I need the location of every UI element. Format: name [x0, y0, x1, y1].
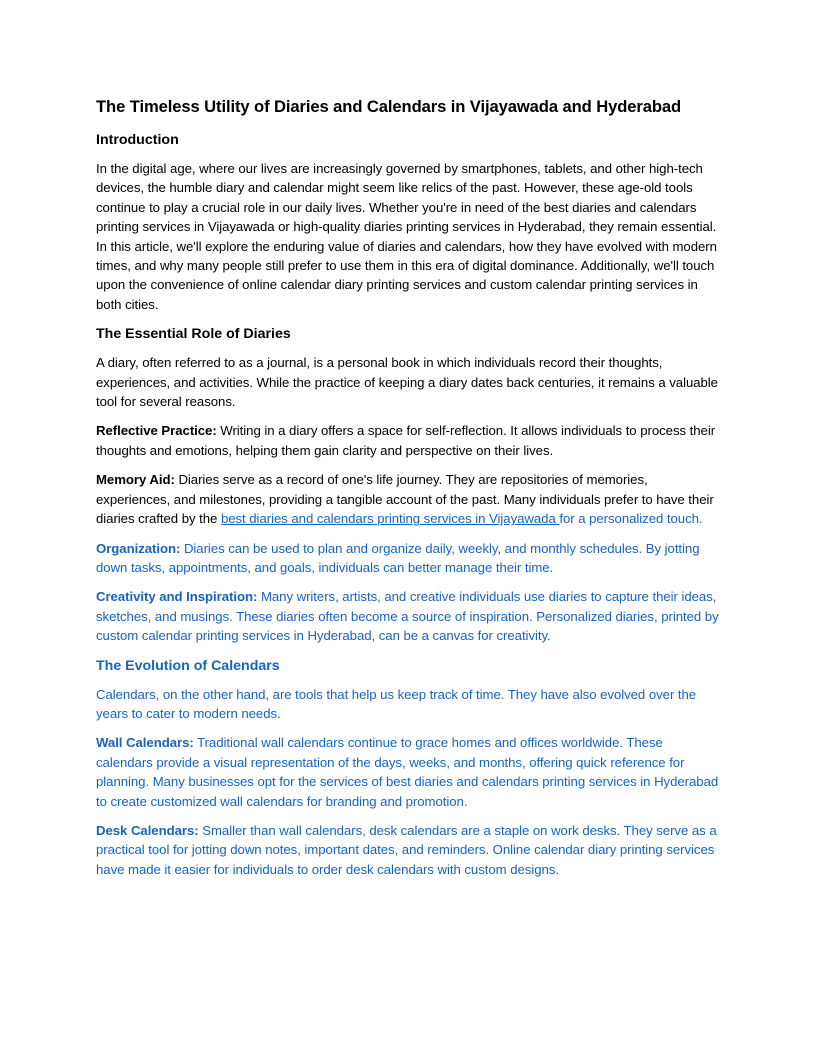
desk-calendars-paragraph: [96, 821, 720, 879]
wall-calendars-text: Traditional wall calendars continue to grace homes and offices worldwide. These calendars provide a visual representation of the days, weeks, and months, offering quick reference for planning. Many businesses opt for the services of best diaries and calendars printing services in Hyderabad to create customized wall calendars for branding and promotion.: [96, 735, 719, 809]
wall-calendars-label: Wall Calendars:: [96, 735, 194, 751]
organization-paragraph: [96, 539, 720, 578]
memory-aid-text: Diaries serve as a record of one's life journey. They are repositories of memories, experiences, and milestones, providing a tangible account of the past. Many individuals prefer to have their diaries crafted by the: [96, 472, 714, 527]
section-heading-diaries: The Essential Role of Diaries: [96, 326, 291, 343]
organization-text: Diaries can be used to plan and organize daily, weekly, and monthly schedules. By jotting down tasks, appointments, and goals, individuals can better manage their time.: [96, 540, 700, 575]
memory-aid-paragraph: [96, 470, 720, 528]
intro-paragraph: In the digital age, where our lives are increasingly governed by smartphones, tablets, and other high-tech devices, the humble diary and calendar might seem like relics of the past. However, these age-old tools continue to play a crucial role in our daily lives. Whether you're in need of the best diaries and calendars printing services in Vijayawada or high-quality diaries printing services in Hyderabad, they remain essential. In this article, we'll explore the enduring value of diaries and calendars, how they have evolved with modern times, and why many people still prefer to use them in this era of digital dominance. Additionally, we'll touch upon the convenience of online calendar diary printing services and custom calendar printing services in both cities.: [96, 161, 717, 312]
organization-label: Organization:: [96, 540, 181, 556]
section-heading-introduction: Introduction: [96, 132, 179, 148]
reflective-practice-paragraph: [96, 421, 720, 460]
memory-aid-label: Memory Aid:: [96, 472, 175, 488]
reflective-practice-label: Reflective Practice:: [96, 423, 217, 439]
document-title: The Timeless Utility of Diaries and Calendars in Vijayawada and Hyderabad: [96, 97, 682, 116]
vijayawada-printing-link[interactable]: best diaries and calendars printing services in Vijayawada: [220, 511, 560, 527]
creativity-text: Many writers, artists, and creative individuals use diaries to capture their ideas, sketches, and musings. These diaries often become a source of inspiration. Personalized diaries, printed by custom calendar printing services in Hyderabad, can be a canvas for creativity.: [96, 589, 719, 644]
calendars-paragraph: Calendars, on the other hand, are tools that help us keep track of time. They have also evolved over the years to cater to modern needs.: [96, 686, 704, 721]
creativity-paragraph: [96, 587, 720, 645]
creativity-label: Creativity and Inspiration:: [96, 589, 258, 605]
diaries-paragraph: A diary, often referred to as a journal, is a personal book in which individuals record their thoughts, experiences, and activities. While the practice of keeping a diary dates back centuries, it remains a valuable tool for several reasons.: [96, 355, 718, 410]
memory-aid-after-text: for a personalized touch.: [559, 511, 703, 527]
desk-calendars-text: Smaller than wall calendars, desk calendars are a staple on work desks. They serve as a practical tool for jotting down notes, important dates, and reminders. Online calendar diary printing services have made it easier for individuals to order desk calendars with custom designs.: [96, 822, 717, 877]
wall-calendars-paragraph: [96, 733, 720, 811]
section-heading-calendars: The Evolution of Calendars: [96, 657, 280, 674]
desk-calendars-label: Desk Calendars:: [96, 822, 199, 838]
reflective-practice-text: Writing in a diary offers a space for self-reflection. It allows individuals to process their thoughts and emotions, helping them gain clarity and perspective on their lives.: [96, 423, 716, 458]
